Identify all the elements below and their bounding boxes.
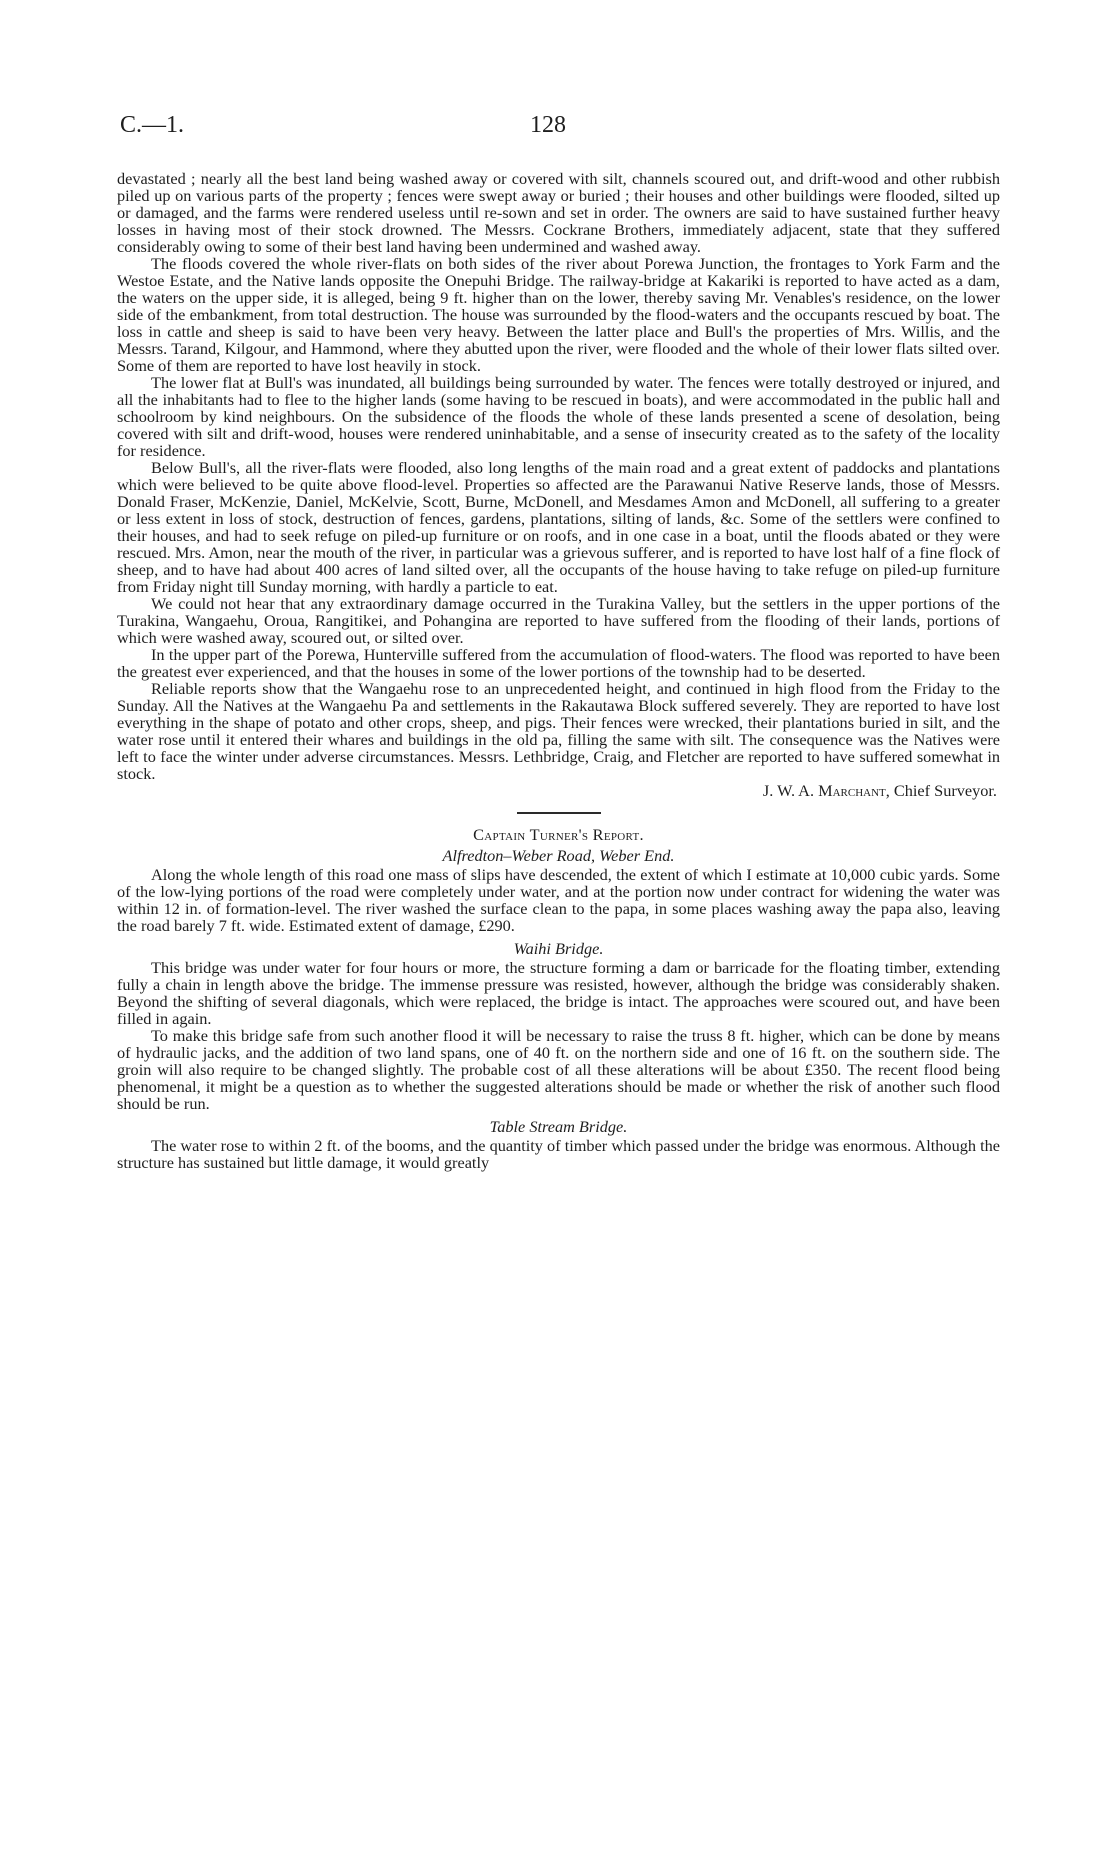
paragraph: In the upper part of the Porewa, Hunterville suffered from the accumulation of flood-waters. The flood was reported to have been the greatest ever experienced, and that the houses in some of the lower portions of the township had to be deserted. xyxy=(117,645,1000,681)
paragraph: devastated ; nearly all the best land being washed away or covered with silt, channels scoured out, and drift-wood and other rubbish piled up on various parts of the property ; fences were swept away or buried ; their houses and other buildings were flooded, silted up or damaged, and the farms were rendered useless until re-sown and set in order. The owners are said to have sustained further heavy losses in having most of their stock drowned. The Messrs. Cockrane Brothers, immediately adjacent, state that they suffered considerably owing to some of their best land having been undermined and washed away. xyxy=(117,169,1000,256)
paragraph: The lower flat at Bull's was inundated, all buildings being surrounded by water. The fences were totally destroyed or injured, and all the inhabitants had to flee to the higher lands (some having to be rescued in boats), and were accommodated in the public hall and schoolroom by kind neighbours. On the subsidence of the floods the whole of these lands presented a scene of desolation, being covered with silt and drift-wood, houses were rendered uninhabitable, and a sense of insecurity created as to the safety of the locality for residence. xyxy=(117,373,1000,460)
paragraph: To make this bridge safe from such another flood it will be necessary to raise the truss 8 ft. higher, which can be done by means of hydraulic jacks, and the addition of two land spans, one of 40 ft. on the northern side and one of 16 ft. on the southern side. The groin will also require to be changed slightly. The probable cost of all these alterations will be about £350. The recent flood being phenomenal, it might be a question as to whether the suggested alterations should be made or whether the risk of another such flood should be run. xyxy=(117,1026,1000,1113)
document-body xyxy=(117,170,1000,1171)
section-heading: Table Stream Bridge. xyxy=(489,1117,628,1136)
paragraph: We could not hear that any extraordinary damage occurred in the Turakina Valley, but the settlers in the upper portions of the Turakina, Wangaehu, Oroua, Rangitikei, and Pohangina are reported to have suffered from the flooding of their lands, portions of which were washed away, scoured out, or silted over. xyxy=(117,594,1000,647)
paragraph: Reliable reports show that the Wangaehu rose to an unprecedented height, and continued in high flood from the Friday to the Sunday. All the Natives at the Wangaehu Pa and settlements in the Rakautawa Block suffered severely. They are reported to have lost everything in the shape of potato and other crops, sheep, and pigs. Their fences were wrecked, their plantations buried in silt, and the water rose until it entered their whares and buildings in the old pa, filling the same with silt. The consequence was the Natives were left to face the winter under adverse circumstances. Messrs. Lethbridge, Craig, and Fletcher are reported to have suffered somewhat in stock. xyxy=(117,679,1000,783)
signature-name: Marchant xyxy=(818,781,886,800)
signature-initials: J. W. A. xyxy=(762,781,815,800)
section-heading: Alfredton–Weber Road, Weber End. xyxy=(442,846,675,865)
page-number: 128 xyxy=(530,112,566,138)
paragraph: The floods covered the whole river-flats on both sides of the river about Porewa Junction, the frontages to York Farm and the Westoe Estate, and the Native lands opposite the Onepuhi Bridge. The railway-bridge at Kakariki is reported to have acted as a dam, the waters on the upper side, it is alleged, being 9 ft. higher than on the lower, thereby saving Mr. Venables's residence, on the lower side of the embankment, from total destruction. The house was surrounded by the flood-waters and the occupants rescued by boat. The loss in cattle and sheep is said to have been very heavy. Between the latter place and Bull's the properties of Mrs. Willis, and the Messrs. Tarand, Kilgour, and Hammond, where they abutted upon the river, were flooded and the whole of their lower flats silted over. Some of them are reported to have lost heavily in stock. xyxy=(117,254,1000,375)
section-divider xyxy=(517,812,601,814)
report-title: Captain Turner's Report. xyxy=(473,825,644,844)
section-heading: Waihi Bridge. xyxy=(513,939,604,958)
paragraph: Along the whole length of this road one mass of slips have descended, the extent of which I estimate at 10,000 cubic yards. Some of the low-lying portions of the road were completely under water, and at the portion now under contract for widening the water was within 12 in. of formation-level. The river washed the surface clean to the papa, in some places washing away the papa also, leaving the road barely 7 ft. wide. Estimated extent of damage, £290. xyxy=(117,865,1000,935)
signature-line xyxy=(117,782,1000,799)
signature-title: , Chief Surveyor. xyxy=(885,781,997,800)
document-reference: C.—1. xyxy=(120,112,185,138)
paragraph: The water rose to within 2 ft. of the booms, and the quantity of timber which passed under the bridge was enormous. Although the structure has sustained but little damage, it would greatly xyxy=(117,1136,1000,1172)
paragraph: This bridge was under water for four hours or more, the structure forming a dam or barricade for the floating timber, extending fully a chain in length above the bridge. The immense pressure was resisted, however, although the bridge was considerably shaken. Beyond the shifting of several diagonals, which were replaced, the bridge is intact. The approaches were scoured out, and have been filled in again. xyxy=(117,958,1000,1028)
paragraph: Below Bull's, all the river-flats were flooded, also long lengths of the main road and a great extent of paddocks and plantations which were believed to be quite above flood-level. Properties so affected are the Parawanui Native Reserve lands, those of Messrs. Donald Fraser, McKenzie, Daniel, McKelvie, Scott, Burne, McDonell, and Mesdames Amon and McDonell, all suffering to a greater or less extent in loss of stock, destruction of fences, gardens, plantations, silting of lands, &c. Some of the settlers were confined to their houses, and had to seek refuge on piled-up furniture or on roofs, and in one case in a boat, until the floods abated or they were rescued. Mrs. Amon, near the mouth of the river, in particular was a grievous sufferer, and is reported to have lost half of a fine flock of sheep, and to have had about 400 acres of land silted over, all the occupants of the house having to take refuge on piled-up furniture from Friday night till Sunday morning, with hardly a particle to eat. xyxy=(117,458,1000,596)
